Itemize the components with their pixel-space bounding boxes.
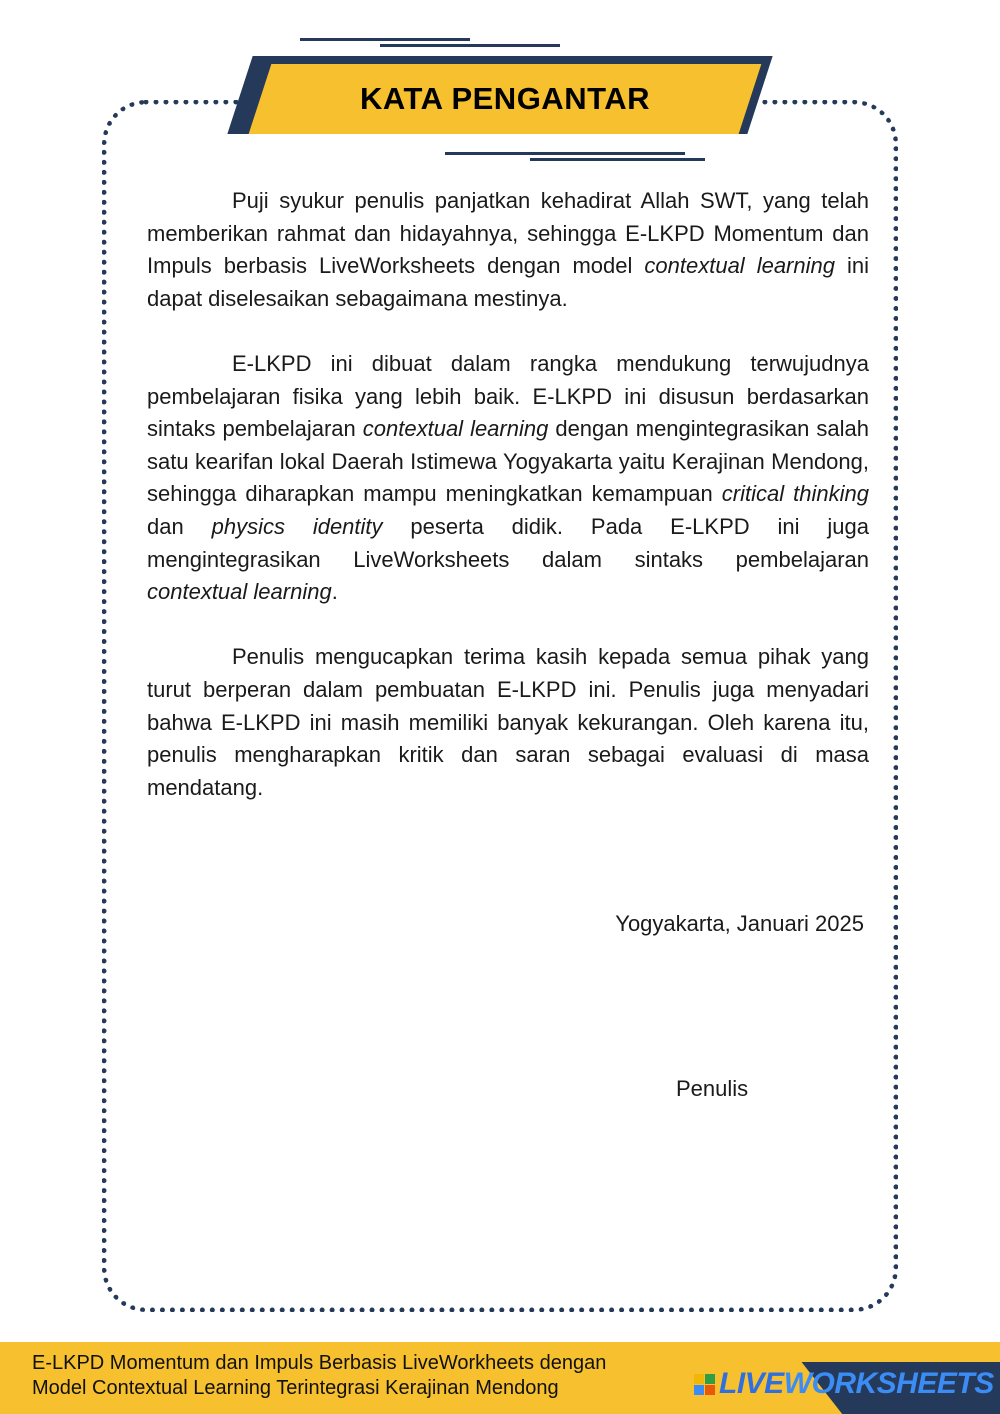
footer-caption: [32, 1351, 606, 1401]
footer-line-1: E-LKPD Momentum dan Impuls Berbasis LiveWorkheets dengan: [32, 1352, 607, 1374]
header-banner: [230, 36, 770, 166]
header-deco-line: [445, 152, 685, 155]
logo-word-worksheets: WORKSHEETS: [783, 1367, 994, 1400]
header-deco-line: [380, 44, 560, 47]
text-run: Puji syukur penulis panjatkan kehadirat Allah SWT, yang telah memberikan rahmat dan hidayahnya, sehingga E-LKPD Momentum dan Impuls berbasis LiveWorksheets dengan model: [147, 188, 869, 279]
footer-line-2: Model Contextual Learning Terintegrasi Kerajinan Mendong: [32, 1377, 559, 1399]
body-text: [147, 185, 869, 804]
text-run: peserta didik. Pada E-LKPD ini juga mengintegrasikan LiveWorksheets dalam sintaks pembelajaran: [147, 513, 869, 572]
italic-term: physics identity: [211, 513, 383, 539]
header-deco-line: [300, 38, 470, 41]
italic-term: contextual learning: [362, 416, 549, 442]
text-run: Penulis mengucapkan terima kasih kepada semua pihak yang turut berperan dalam pembuatan E-LKPD ini. Penulis juga menyadari bahwa E-LKPD ini masih memiliki banyak kekurangan. Oleh karena itu, penulis mengharapkan kritik dan saran sebagai evaluasi di masa mendatang.: [147, 644, 869, 800]
italic-term: contextual learning: [147, 579, 332, 605]
paragraph: [147, 641, 869, 804]
logo-square-icon: [694, 1385, 704, 1395]
text-run: dan: [147, 513, 212, 539]
text-run: ini dapat diselesaikan sebagaimana mestinya.: [147, 253, 869, 311]
text-run: .: [331, 579, 338, 605]
banner-plate: [249, 64, 762, 134]
page-title: KATA PENGANTAR: [360, 81, 650, 116]
footer: [0, 1342, 1000, 1414]
italic-term: critical thinking: [721, 481, 869, 507]
signature-name: Penulis: [676, 1076, 749, 1101]
logo-word-live: LIVE: [719, 1367, 784, 1400]
text-run: dengan mengintegrasikan salah satu kearifan lokal Daerah Istimewa Yogyakarta yaitu Kerajinan Mendong, sehingga diharapkan mampu meningkatkan kemampuan: [147, 416, 869, 507]
paragraph: [147, 185, 869, 315]
text-run: E-LKPD ini dibuat dalam rangka mendukung terwujudnya pembelajaran fisika yang lebih baik. E-LKPD ini disusun berdasarkan sintaks pembelajaran: [147, 350, 869, 442]
italic-term: contextual learning: [644, 253, 835, 279]
logo-square-icon: [705, 1374, 715, 1384]
paragraph: [147, 348, 869, 609]
header-deco-line: [530, 158, 705, 161]
signature-place-date: Yogyakarta, Januari 2025: [615, 911, 864, 936]
logo-square-icon: [705, 1385, 715, 1395]
logo-square-icon: [694, 1374, 704, 1384]
logo-wordmark: [719, 1367, 994, 1401]
logo-mark-icon: [694, 1374, 715, 1395]
liveworksheets-logo: [694, 1365, 994, 1403]
